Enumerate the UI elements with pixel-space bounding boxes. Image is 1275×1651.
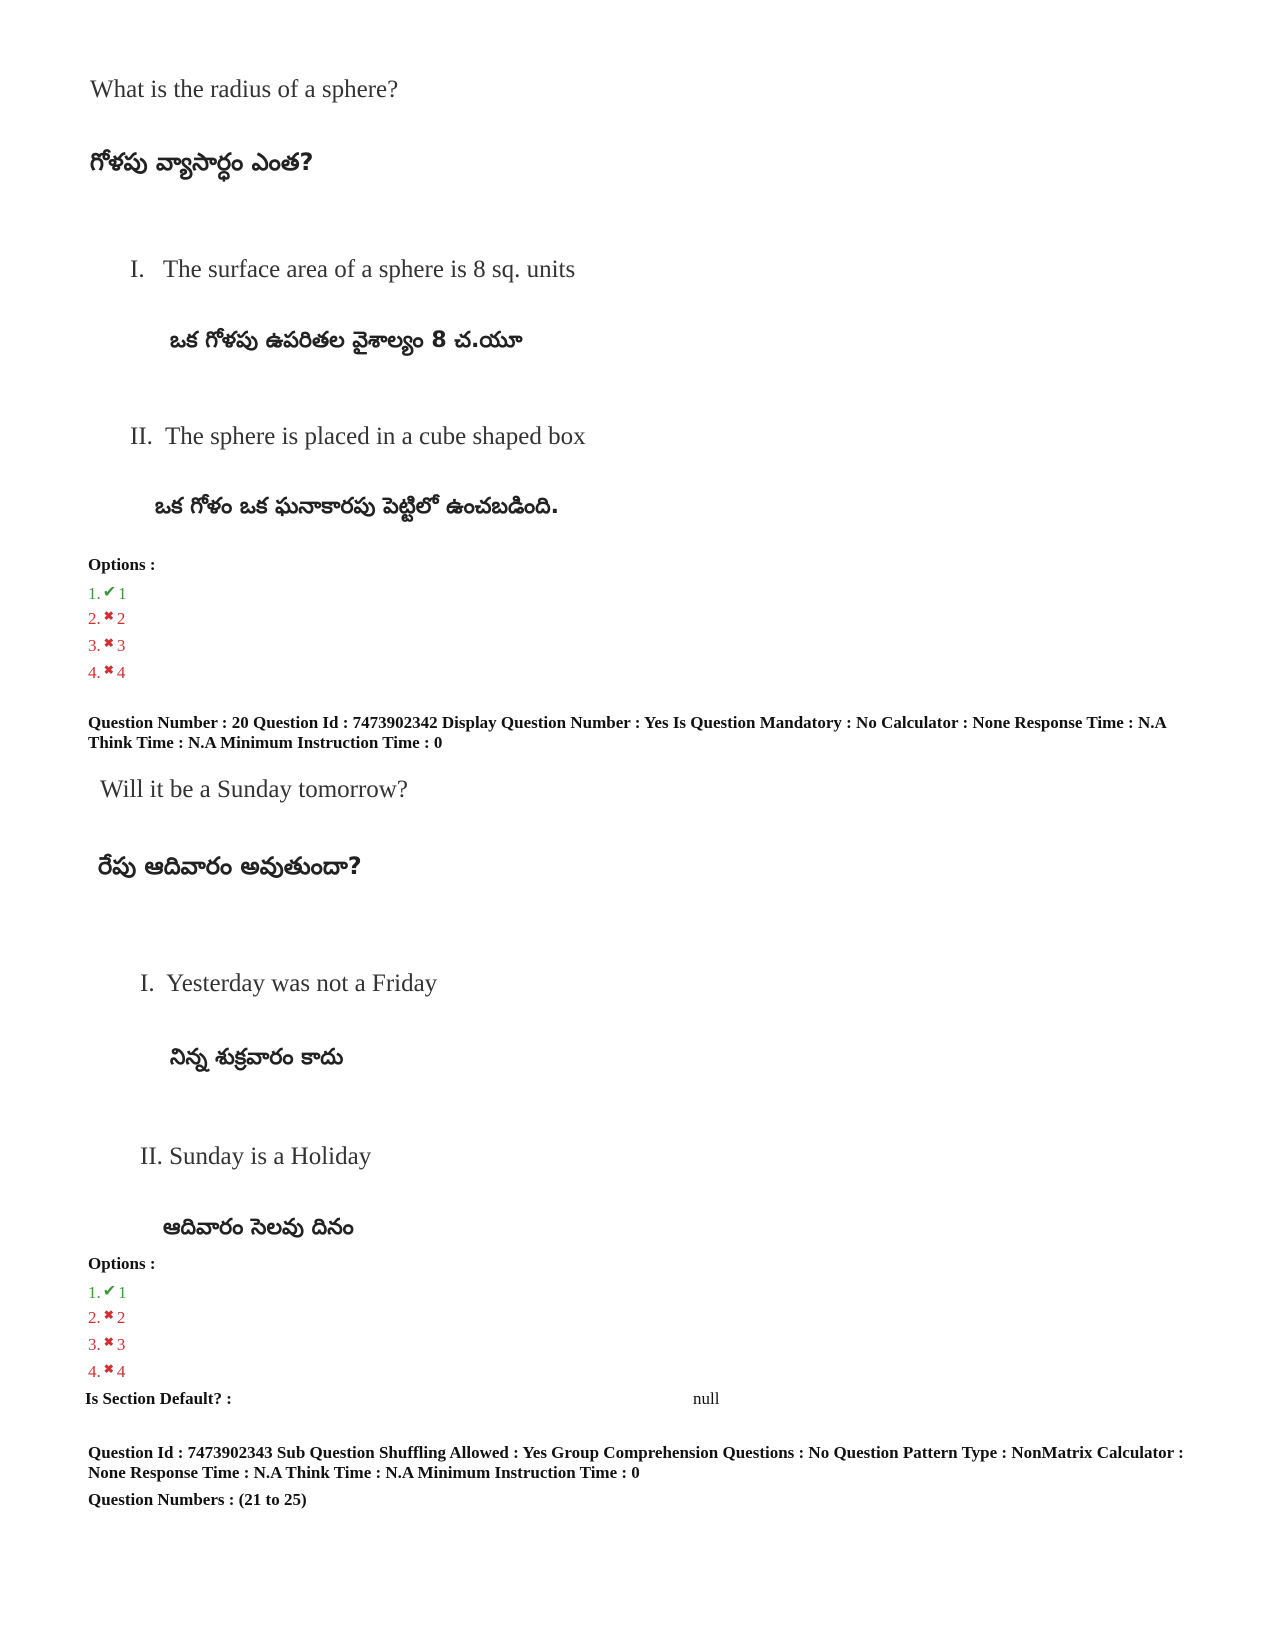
- q20-statement-1-en: I. Yesterday was not a Friday: [140, 970, 438, 997]
- cross-icon: ✖: [103, 636, 114, 650]
- q19-statement-1-te: ఒక గోళపు ఉపరితల వైశాల్యం 8 చ.యూ: [170, 328, 523, 353]
- q20-options-label: Options :: [88, 1254, 156, 1273]
- option-value: 2: [116, 609, 126, 628]
- q20-meta: Question Number : 20 Question Id : 7473902342 Display Question Number : Yes Is Question Mandatory : No Calculator : None Response Time : N.A Think Time : N.A Minimum Instruction Time : 0: [88, 713, 1166, 752]
- option-number: 3.: [88, 636, 101, 655]
- option-value: 3: [116, 1335, 126, 1354]
- option-number: 4.: [88, 1362, 101, 1381]
- group-meta: Question Id : 7473902343 Sub Question Shuffling Allowed : Yes Group Comprehension Questions : No Question Pattern Type : NonMatrix Calculator : None Response Time : N.A Think Time : N.A Minimum Instruction Time : 0: [88, 1443, 1184, 1482]
- section-default-label: Is Section Default? :: [85, 1389, 232, 1408]
- option-value: 1: [118, 584, 127, 603]
- check-icon: ✔: [102, 584, 117, 601]
- q20-option-3: [88, 1335, 125, 1355]
- option-value: 4: [116, 663, 126, 682]
- cross-icon: ✖: [103, 1362, 114, 1376]
- cross-icon: ✖: [103, 1335, 114, 1349]
- q19-question-te: గోళపు వ్యాసార్ధం ఎంత?: [90, 148, 314, 176]
- q19-option-2: [88, 609, 125, 629]
- q20-option-4: [88, 1362, 125, 1382]
- q20-question-en: Will it be a Sunday tomorrow?: [100, 776, 408, 803]
- option-number: 3.: [88, 1335, 101, 1354]
- option-number: 4.: [88, 663, 101, 682]
- option-number: 1.: [88, 584, 101, 603]
- q19-option-1: [88, 582, 127, 604]
- q19-option-3: [88, 636, 125, 656]
- q20-option-1: [88, 1281, 127, 1303]
- option-value: 1: [118, 1283, 127, 1302]
- option-value: 2: [116, 1308, 126, 1327]
- q20-statement-2-en: II. Sunday is a Holiday: [140, 1143, 372, 1170]
- q20-statement-1-te: నిన్న శుక్రవారం కాదు: [170, 1045, 344, 1070]
- q19-options-label: Options :: [88, 555, 156, 574]
- option-number: 1.: [88, 1283, 101, 1302]
- cross-icon: ✖: [103, 663, 114, 677]
- q19-statement-1-en: I. The surface area of a sphere is 8 sq. units: [130, 256, 576, 283]
- check-icon: ✔: [102, 1283, 117, 1300]
- q20-statement-2-te: ఆదివారం సెలవు దినం: [163, 1215, 354, 1240]
- cross-icon: ✖: [103, 609, 114, 623]
- section-default-value: null: [693, 1389, 720, 1408]
- option-number: 2.: [88, 609, 101, 628]
- option-value: 3: [116, 636, 126, 655]
- q19-statement-2-en: II. The sphere is placed in a cube shaped box: [130, 423, 586, 450]
- q20-option-2: [88, 1308, 125, 1328]
- q19-statement-2-te: ఒక గోళం ఒక ఘనాకారపు పెట్టిలో ఉంచబడింది.: [155, 494, 560, 519]
- q19-option-4: [88, 663, 125, 683]
- option-number: 2.: [88, 1308, 101, 1327]
- q20-question-te: రేపు ఆదివారం అవుతుందా?: [98, 852, 362, 880]
- option-value: 4: [116, 1362, 126, 1381]
- q19-question-en: What is the radius of a sphere?: [90, 76, 399, 103]
- group-question-numbers: Question Numbers : (21 to 25): [88, 1490, 307, 1509]
- cross-icon: ✖: [103, 1308, 114, 1322]
